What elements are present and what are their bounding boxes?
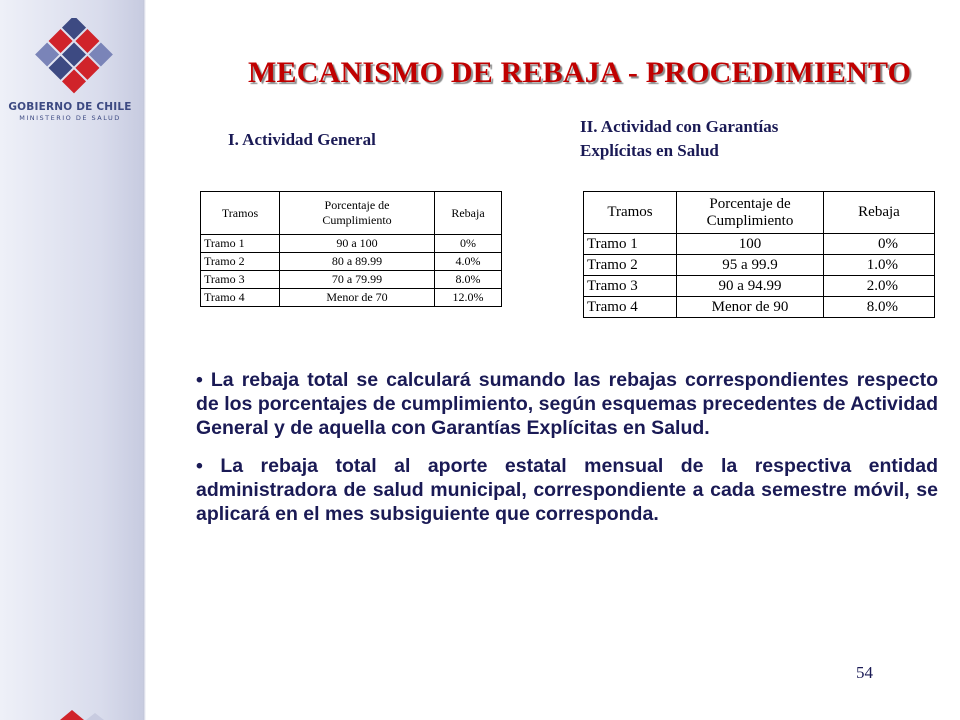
cell-rebaja: 12.0%	[435, 289, 502, 307]
cell-tramo: Tramo 3	[584, 276, 677, 297]
bullet-marker: •	[196, 369, 211, 391]
cell-porcentaje: 95 a 99.9	[677, 255, 824, 276]
header-porcentaje-line1: Porcentaje de	[709, 195, 791, 212]
cell-rebaja: 0%	[435, 235, 502, 253]
table-row	[584, 234, 935, 255]
cell-rebaja: 0%	[824, 234, 935, 255]
cell-rebaja: 8.0%	[824, 297, 935, 318]
section1-heading: I. Actividad General	[228, 130, 376, 149]
bullet-item-2	[196, 454, 938, 526]
cell-tramo: Tramo 1	[584, 234, 677, 255]
header-porcentaje	[677, 192, 824, 234]
header-porcentaje-line2: Cumplimiento	[322, 213, 392, 227]
cell-tramo: Tramo 2	[201, 253, 280, 271]
cell-porcentaje: Menor de 70	[280, 289, 435, 307]
table-row	[201, 235, 502, 253]
actividad-ges-table	[583, 191, 935, 318]
table-row	[201, 271, 502, 289]
cell-rebaja: 8.0%	[435, 271, 502, 289]
cell-tramo: Tramo 4	[201, 289, 280, 307]
cell-porcentaje: 90 a 100	[280, 235, 435, 253]
cell-porcentaje: 100	[677, 234, 824, 255]
sidebar-edge	[143, 0, 146, 720]
bullet-list	[196, 368, 938, 540]
header-rebaja: Rebaja	[435, 192, 502, 235]
header-rebaja: Rebaja	[824, 192, 935, 234]
bullet-text: La rebaja total se calculará sumando las rebajas correspondientes respecto de los porcentajes de cumplimiento, según esquemas precedentes de Actividad General y de aquella con Garantías Explícitas en Salud.	[196, 369, 938, 439]
cell-porcentaje: Menor de 90	[677, 297, 824, 318]
table-header-row	[201, 192, 502, 235]
bullet-item-1	[196, 368, 938, 440]
cell-rebaja: 2.0%	[824, 276, 935, 297]
header-porcentaje-line1: Porcentaje de	[324, 198, 390, 212]
actividad-general-table	[200, 191, 502, 307]
header-porcentaje-line2: Cumplimiento	[706, 212, 794, 229]
bullet-text: La rebaja total al aporte estatal mensual de la respectiva entidad administradora de salud municipal, correspondiente a cada semestre móvil, se aplicará en el mes subsiguiente que corresponda.	[196, 455, 939, 525]
cell-porcentaje: 70 a 79.99	[280, 271, 435, 289]
cell-tramo: Tramo 1	[201, 235, 280, 253]
logo-name: GOBIERNO DE CHILE	[8, 101, 132, 113]
section2-heading-line1: II. Actividad con Garantías	[580, 117, 779, 136]
logo-subtitle: MINISTERIO DE SALUD	[19, 114, 121, 122]
header-tramos: Tramos	[201, 192, 280, 235]
table-row	[584, 276, 935, 297]
cell-tramo: Tramo 4	[584, 297, 677, 318]
table-header-row	[584, 192, 935, 234]
section2-heading-line2: Explícitas en Salud	[580, 141, 719, 160]
table-row	[201, 253, 502, 271]
cell-tramo: Tramo 3	[201, 271, 280, 289]
table-row	[584, 297, 935, 318]
cell-tramo: Tramo 2	[584, 255, 677, 276]
header-porcentaje	[280, 192, 435, 235]
cell-porcentaje: 90 a 94.99	[677, 276, 824, 297]
cell-rebaja: 1.0%	[824, 255, 935, 276]
header-tramos: Tramos	[584, 192, 677, 234]
cell-rebaja: 4.0%	[435, 253, 502, 271]
cell-porcentaje: 80 a 89.99	[280, 253, 435, 271]
page-number: 54	[856, 663, 873, 682]
table-row	[201, 289, 502, 307]
decorative-bottom-icon	[0, 706, 143, 720]
section2-heading	[580, 115, 778, 163]
bullet-marker: •	[196, 455, 221, 477]
table-row	[584, 255, 935, 276]
page-title: MECANISMO DE REBAJA - PROCEDIMIENTO	[248, 56, 912, 89]
